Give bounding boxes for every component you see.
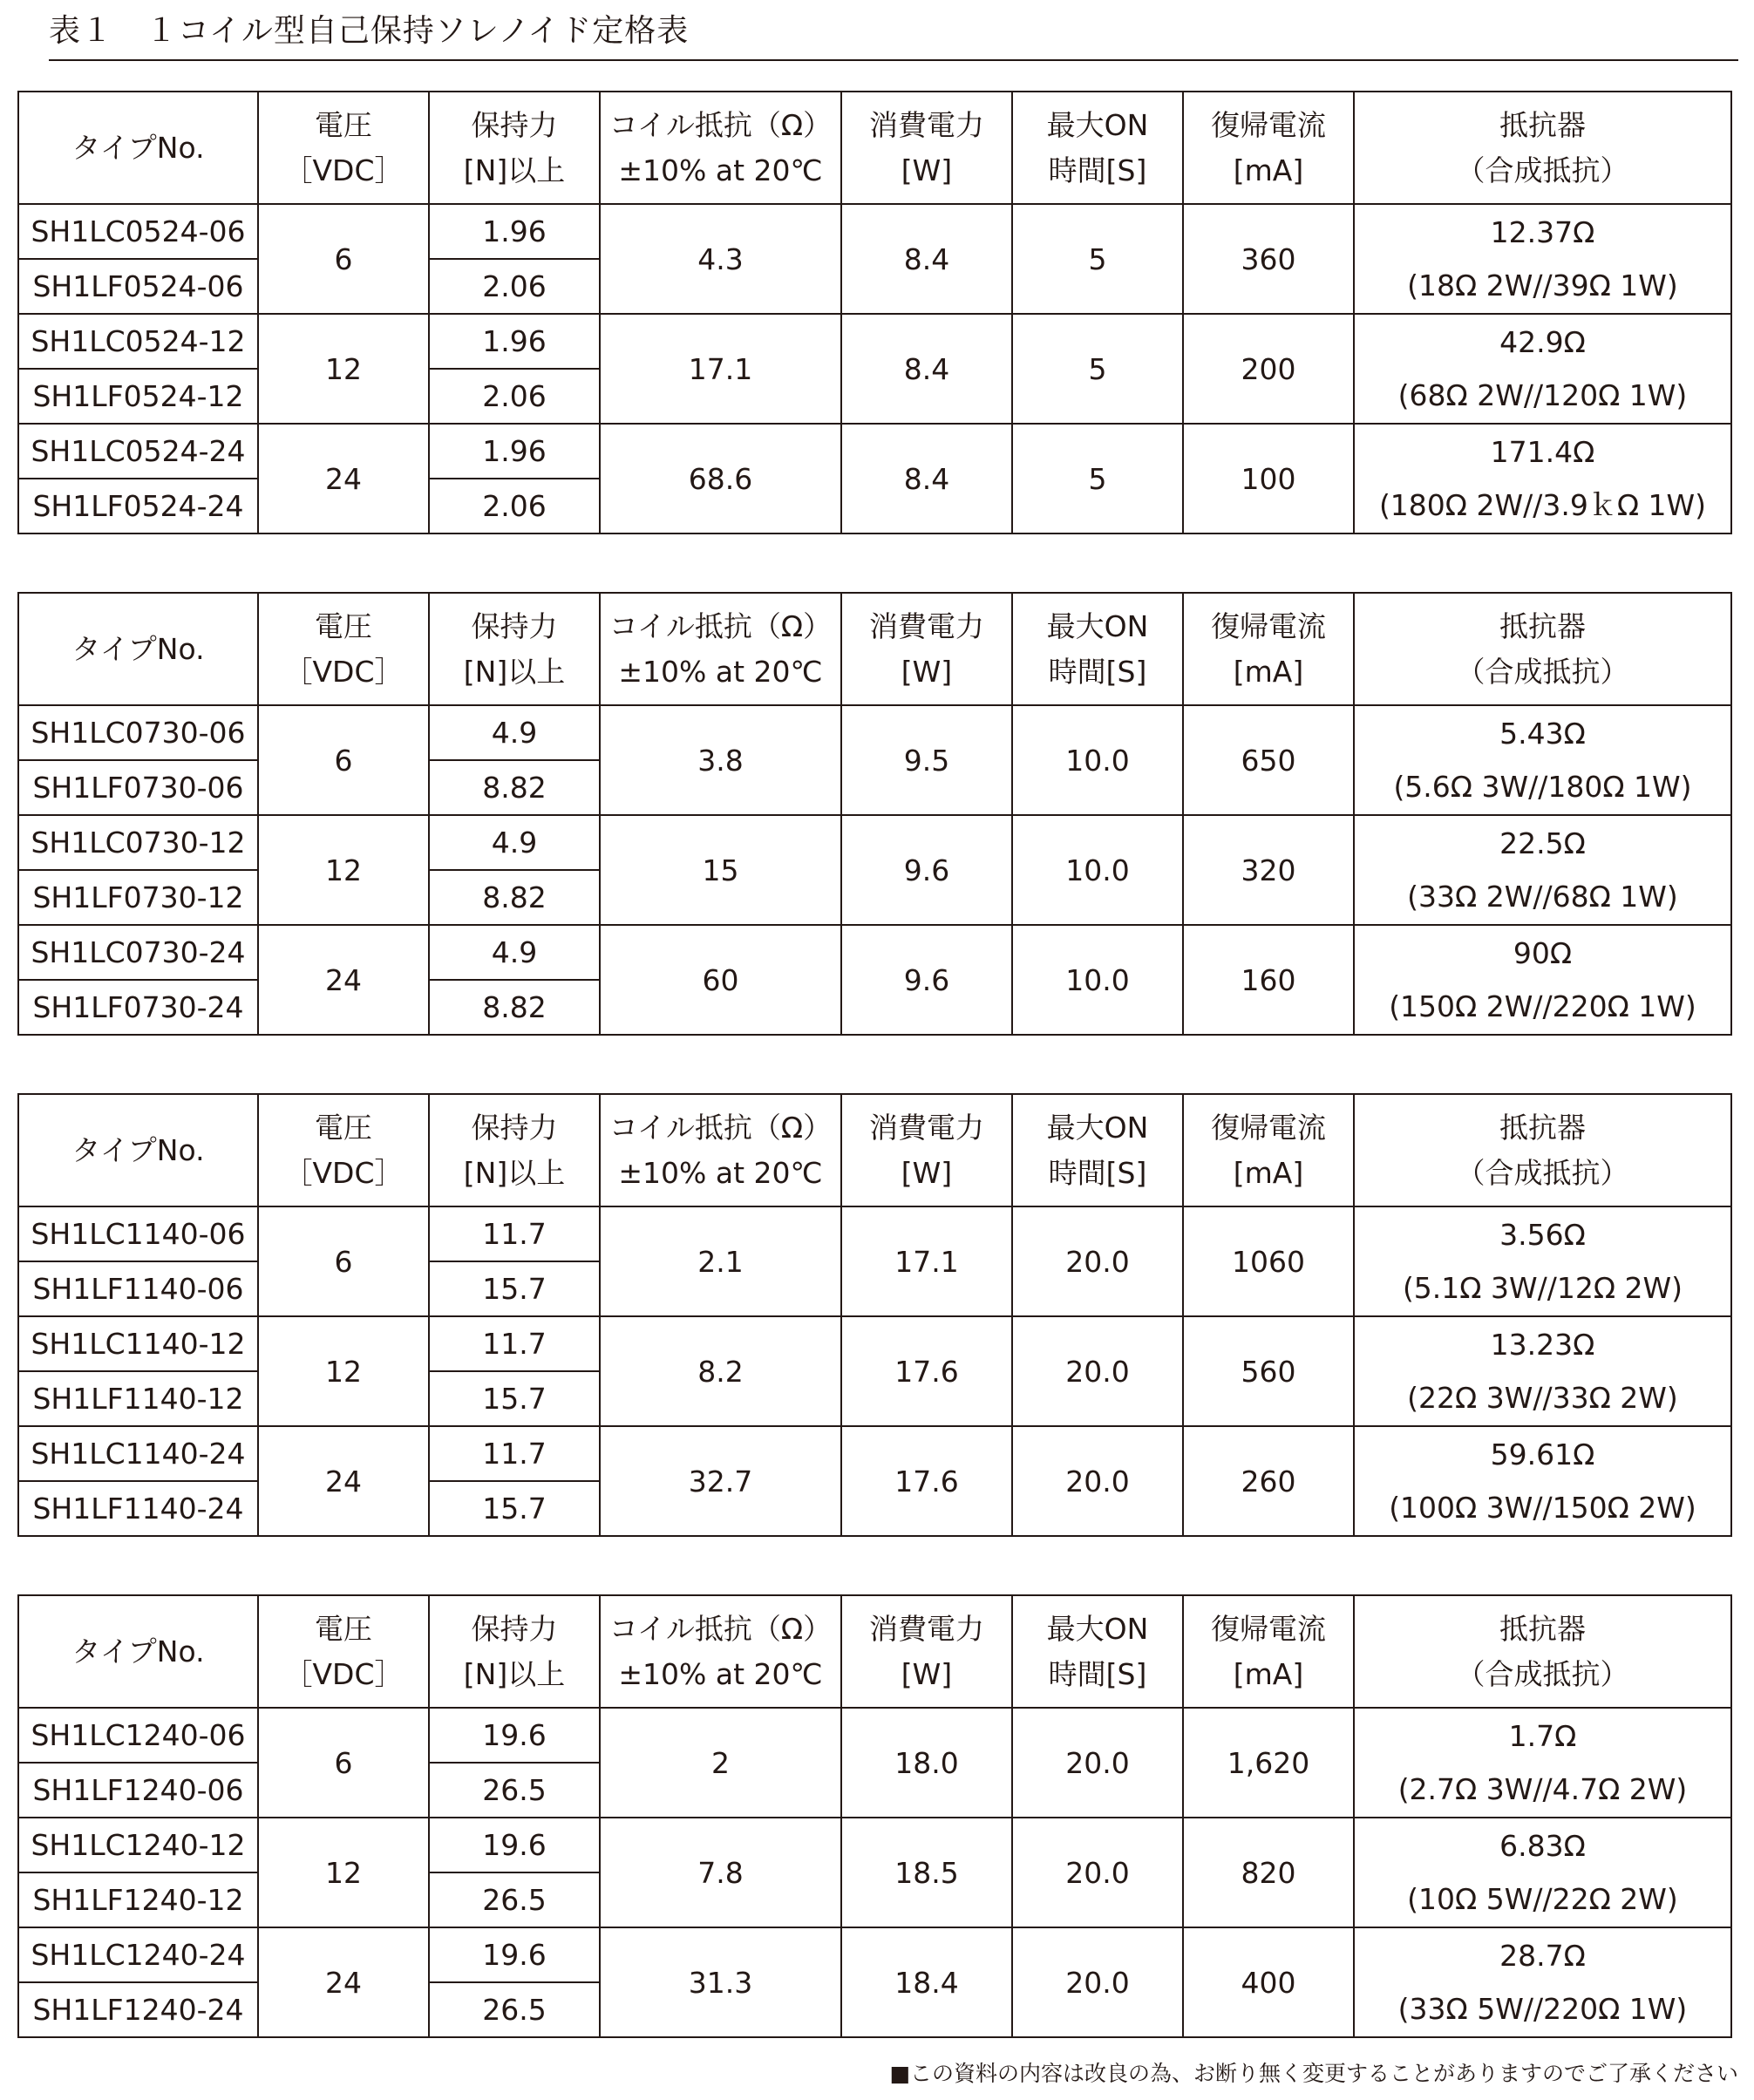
header-row [18, 593, 1731, 705]
table-row [18, 1316, 1731, 1371]
type-no-cell: SH1LC1240-24 [18, 1927, 258, 1982]
resistor-value-line: (100Ω 3W//150Ω 2W) [1389, 1491, 1696, 1525]
header-coil-resistance [600, 593, 841, 705]
resistor-value-line: 3.56Ω [1499, 1218, 1586, 1252]
holding-force-cell: 11.7 [429, 1316, 600, 1371]
header-voltage [258, 1094, 429, 1206]
header-power [841, 1595, 1012, 1708]
holding-force-cell: 1.96 [429, 314, 600, 369]
table-row [18, 925, 1731, 980]
holding-force-cell: 11.7 [429, 1426, 600, 1481]
type-no-cell: SH1LF0730-24 [18, 980, 258, 1035]
resistor-value-line: (18Ω 2W//39Ω 1W) [1407, 268, 1678, 302]
header-holding-force-line: 保持力 [471, 1110, 558, 1145]
header-coil-resistance [600, 92, 841, 204]
header-holding-force-line: 保持力 [471, 608, 558, 643]
power-cell: 18.4 [841, 1927, 1012, 2037]
header-coil-resistance-line: コイル抵抗（Ω） [608, 1611, 833, 1646]
table-row [18, 815, 1731, 870]
header-voltage-line: ［VDC］ [283, 1155, 404, 1190]
return-current-cell: 200 [1183, 314, 1354, 424]
holding-force-cell: 19.6 [429, 1818, 600, 1872]
max-on-time-cell: 5 [1012, 424, 1183, 533]
header-type: タイプNo. [18, 1094, 258, 1206]
header-return-current-line: [mA] [1233, 654, 1304, 689]
power-cell: 17.6 [841, 1426, 1012, 1536]
header-type: タイプNo. [18, 1595, 258, 1708]
return-current-cell: 560 [1183, 1316, 1354, 1426]
header-resistor-line: （合成抵抗） [1456, 153, 1629, 187]
resistor-value-line: (10Ω 5W//22Ω 2W) [1407, 1882, 1678, 1916]
type-no-cell: SH1LC1140-06 [18, 1206, 258, 1261]
holding-force-cell: 26.5 [429, 1763, 600, 1818]
resistor-value-line: 13.23Ω [1490, 1328, 1595, 1362]
voltage-cell: 6 [258, 1206, 429, 1316]
resistor-value-line: (5.1Ω 3W//12Ω 2W) [1402, 1271, 1683, 1305]
resistor-value-line: 90Ω [1513, 936, 1573, 970]
type-no-cell: SH1LC1140-12 [18, 1316, 258, 1371]
coil-resistance-cell: 32.7 [600, 1426, 841, 1536]
header-max-on-time [1012, 1595, 1183, 1708]
max-on-time-cell: 10.0 [1012, 815, 1183, 925]
resistor-cell [1354, 705, 1731, 815]
holding-force-cell: 15.7 [429, 1371, 600, 1426]
header-row [18, 1094, 1731, 1206]
header-return-current-line: [mA] [1233, 1155, 1304, 1190]
header-return-current [1183, 1595, 1354, 1708]
resistor-cell [1354, 1818, 1731, 1927]
max-on-time-cell: 20.0 [1012, 1316, 1183, 1426]
resistor-cell [1354, 1426, 1731, 1536]
power-cell: 18.0 [841, 1708, 1012, 1818]
header-max-on-time [1012, 1094, 1183, 1206]
coil-resistance-cell: 15 [600, 815, 841, 925]
header-holding-force-line: [N]以上 [463, 1656, 566, 1691]
header-voltage-line: 電圧 [315, 608, 372, 643]
resistor-cell [1354, 314, 1731, 424]
resistor-value-line: 22.5Ω [1499, 826, 1586, 860]
type-no-cell: SH1LF0730-12 [18, 870, 258, 925]
spec-table [17, 91, 1732, 534]
resistor-value-line: (2.7Ω 3W//4.7Ω 2W) [1397, 1772, 1688, 1806]
header-return-current [1183, 92, 1354, 204]
type-no-cell: SH1LC0730-12 [18, 815, 258, 870]
resistor-value-line: 59.61Ω [1490, 1437, 1595, 1471]
header-voltage-line: ［VDC］ [283, 1656, 404, 1691]
resistor-cell [1354, 1316, 1731, 1426]
power-cell: 9.5 [841, 705, 1012, 815]
header-return-current-line: 復帰電流 [1211, 1110, 1326, 1145]
max-on-time-cell: 20.0 [1012, 1708, 1183, 1818]
spec-table [17, 592, 1732, 1036]
header-voltage-line: 電圧 [315, 1611, 372, 1646]
voltage-cell: 6 [258, 204, 429, 314]
resistor-value-line: (33Ω 5W//220Ω 1W) [1397, 1992, 1688, 2026]
header-holding-force-line: 保持力 [471, 107, 558, 142]
return-current-cell: 1060 [1183, 1206, 1354, 1316]
resistor-cell [1354, 925, 1731, 1035]
power-cell: 17.1 [841, 1206, 1012, 1316]
return-current-cell: 400 [1183, 1927, 1354, 2037]
header-coil-resistance-line: コイル抵抗（Ω） [608, 107, 833, 142]
type-no-cell: SH1LC0524-24 [18, 424, 258, 479]
table-row [18, 1818, 1731, 1872]
coil-resistance-cell: 17.1 [600, 314, 841, 424]
header-resistor-line: 抵抗器 [1499, 608, 1586, 643]
return-current-cell: 100 [1183, 424, 1354, 533]
max-on-time-cell: 10.0 [1012, 705, 1183, 815]
resistor-cell [1354, 424, 1731, 533]
coil-resistance-cell: 68.6 [600, 424, 841, 533]
power-cell: 18.5 [841, 1818, 1012, 1927]
table-title: 表１ １コイル型自己保持ソレノイド定格表 [49, 13, 690, 49]
table-row [18, 1206, 1731, 1261]
return-current-cell: 1,620 [1183, 1708, 1354, 1818]
type-no-cell: SH1LF0524-12 [18, 369, 258, 424]
table-row [18, 314, 1731, 369]
resistor-value-line: 171.4Ω [1490, 435, 1595, 469]
coil-resistance-cell: 8.2 [600, 1316, 841, 1426]
resistor-cell [1354, 1927, 1731, 2037]
resistor-value-line: (5.6Ω 3W//180Ω 1W) [1393, 770, 1692, 804]
header-resistor-line: （合成抵抗） [1456, 1656, 1629, 1691]
coil-resistance-cell: 2 [600, 1708, 841, 1818]
header-max-on-time-line: 最大ON [1046, 1110, 1149, 1145]
header-return-current-line: 復帰電流 [1211, 1611, 1326, 1646]
header-coil-resistance [600, 1595, 841, 1708]
voltage-cell: 12 [258, 1818, 429, 1927]
holding-force-cell: 19.6 [429, 1708, 600, 1763]
holding-force-cell: 2.06 [429, 479, 600, 533]
holding-force-cell: 26.5 [429, 1872, 600, 1927]
header-power-line: 消費電力 [869, 1611, 984, 1646]
holding-force-cell: 11.7 [429, 1206, 600, 1261]
voltage-cell: 12 [258, 314, 429, 424]
header-coil-resistance-line: ±10% at 20℃ [618, 654, 823, 689]
header-voltage [258, 92, 429, 204]
power-cell: 8.4 [841, 204, 1012, 314]
header-return-current [1183, 593, 1354, 705]
type-no-cell: SH1LC0524-06 [18, 204, 258, 259]
return-current-cell: 820 [1183, 1818, 1354, 1927]
holding-force-cell: 8.82 [429, 870, 600, 925]
header-resistor-line: 抵抗器 [1499, 107, 1586, 142]
header-row [18, 92, 1731, 204]
coil-resistance-cell: 3.8 [600, 705, 841, 815]
power-cell: 8.4 [841, 424, 1012, 533]
header-voltage-line: 電圧 [315, 1110, 372, 1145]
header-voltage-line: ［VDC］ [283, 654, 404, 689]
header-coil-resistance-line: ±10% at 20℃ [618, 1155, 823, 1190]
type-no-cell: SH1LC0730-06 [18, 705, 258, 760]
coil-resistance-cell: 60 [600, 925, 841, 1035]
resistor-value-line: (150Ω 2W//220Ω 1W) [1389, 989, 1696, 1023]
header-power-line: 消費電力 [869, 608, 984, 643]
header-power-line: [W] [901, 153, 953, 187]
voltage-cell: 12 [258, 1316, 429, 1426]
holding-force-cell: 4.9 [429, 925, 600, 980]
header-max-on-time-line: 時間[S] [1048, 1656, 1147, 1691]
power-cell: 9.6 [841, 815, 1012, 925]
voltage-cell: 6 [258, 1708, 429, 1818]
resistor-value-line: 6.83Ω [1499, 1829, 1586, 1863]
holding-force-cell: 15.7 [429, 1261, 600, 1316]
header-coil-resistance-line: ±10% at 20℃ [618, 153, 823, 187]
header-return-current-line: [mA] [1233, 1656, 1304, 1691]
holding-force-cell: 19.6 [429, 1927, 600, 1982]
header-return-current [1183, 1094, 1354, 1206]
coil-resistance-cell: 31.3 [600, 1927, 841, 2037]
max-on-time-cell: 20.0 [1012, 1927, 1183, 2037]
holding-force-cell: 1.96 [429, 424, 600, 479]
header-max-on-time-line: 最大ON [1046, 608, 1149, 643]
header-holding-force-line: [N]以上 [463, 1155, 566, 1190]
header-holding-force [429, 92, 600, 204]
resistor-value-line: 1.7Ω [1508, 1719, 1577, 1753]
resistor-value-line: 12.37Ω [1490, 215, 1595, 249]
table-row [18, 1708, 1731, 1763]
header-holding-force [429, 1595, 600, 1708]
title-underline [49, 59, 1738, 61]
resistor-cell [1354, 815, 1731, 925]
return-current-cell: 320 [1183, 815, 1354, 925]
header-power-line: 消費電力 [869, 1110, 984, 1145]
header-power-line: 消費電力 [869, 107, 984, 142]
header-resistor-line: （合成抵抗） [1456, 654, 1629, 689]
type-no-cell: SH1LF1140-24 [18, 1481, 258, 1536]
resistor-value-line: 42.9Ω [1499, 325, 1586, 359]
max-on-time-cell: 5 [1012, 314, 1183, 424]
resistor-value-line: (180Ω 2W//3.9ｋΩ 1W) [1378, 488, 1707, 522]
type-no-cell: SH1LF0730-06 [18, 760, 258, 815]
header-power-line: [W] [901, 1155, 953, 1190]
holding-force-cell: 2.06 [429, 259, 600, 314]
header-max-on-time-line: 最大ON [1046, 1611, 1149, 1646]
header-resistor-line: （合成抵抗） [1456, 1155, 1629, 1190]
max-on-time-cell: 20.0 [1012, 1426, 1183, 1536]
header-type: タイプNo. [18, 593, 258, 705]
header-power [841, 92, 1012, 204]
resistor-value-line: 5.43Ω [1499, 717, 1586, 751]
type-no-cell: SH1LF1140-06 [18, 1261, 258, 1316]
type-no-cell: SH1LF1240-24 [18, 1982, 258, 2037]
header-holding-force [429, 593, 600, 705]
type-no-cell: SH1LF1240-12 [18, 1872, 258, 1927]
header-coil-resistance-line: コイル抵抗（Ω） [608, 1110, 833, 1145]
table-row [18, 424, 1731, 479]
header-max-on-time-line: 時間[S] [1048, 153, 1147, 187]
resistor-value-line: (22Ω 3W//33Ω 2W) [1407, 1381, 1678, 1415]
holding-force-cell: 4.9 [429, 705, 600, 760]
type-no-cell: SH1LF0524-06 [18, 259, 258, 314]
voltage-cell: 24 [258, 424, 429, 533]
header-resistor [1354, 593, 1731, 705]
header-row [18, 1595, 1731, 1708]
footnote: ■この資料の内容は改良の為、お断り無く変更することがありますのでご了承ください [889, 2061, 1738, 2086]
coil-resistance-cell: 7.8 [600, 1818, 841, 1927]
holding-force-cell: 4.9 [429, 815, 600, 870]
header-holding-force [429, 1094, 600, 1206]
header-resistor [1354, 1094, 1731, 1206]
voltage-cell: 6 [258, 705, 429, 815]
header-voltage-line: 電圧 [315, 107, 372, 142]
resistor-cell [1354, 204, 1731, 314]
coil-resistance-cell: 2.1 [600, 1206, 841, 1316]
type-no-cell: SH1LC1140-24 [18, 1426, 258, 1481]
type-no-cell: SH1LF0524-24 [18, 479, 258, 533]
table-row [18, 1426, 1731, 1481]
table-row [18, 705, 1731, 760]
resistor-cell [1354, 1206, 1731, 1316]
table-row [18, 1927, 1731, 1982]
power-cell: 8.4 [841, 314, 1012, 424]
header-holding-force-line: [N]以上 [463, 153, 566, 187]
type-no-cell: SH1LF1240-06 [18, 1763, 258, 1818]
header-max-on-time [1012, 92, 1183, 204]
header-resistor [1354, 92, 1731, 204]
header-max-on-time-line: 最大ON [1046, 107, 1149, 142]
power-cell: 17.6 [841, 1316, 1012, 1426]
return-current-cell: 160 [1183, 925, 1354, 1035]
header-power-line: [W] [901, 654, 953, 689]
header-holding-force-line: [N]以上 [463, 654, 566, 689]
header-voltage [258, 593, 429, 705]
header-type: タイプNo. [18, 92, 258, 204]
header-voltage-line: ［VDC］ [283, 153, 404, 187]
header-return-current-line: 復帰電流 [1211, 107, 1326, 142]
power-cell: 9.6 [841, 925, 1012, 1035]
max-on-time-cell: 20.0 [1012, 1818, 1183, 1927]
header-voltage [258, 1595, 429, 1708]
header-return-current-line: 復帰電流 [1211, 608, 1326, 643]
voltage-cell: 12 [258, 815, 429, 925]
holding-force-cell: 2.06 [429, 369, 600, 424]
header-max-on-time-line: 時間[S] [1048, 1155, 1147, 1190]
type-no-cell: SH1LC1240-12 [18, 1818, 258, 1872]
header-resistor-line: 抵抗器 [1499, 1110, 1586, 1145]
type-no-cell: SH1LC1240-06 [18, 1708, 258, 1763]
holding-force-cell: 1.96 [429, 204, 600, 259]
resistor-value-line: (33Ω 2W//68Ω 1W) [1407, 880, 1678, 914]
holding-force-cell: 15.7 [429, 1481, 600, 1536]
header-coil-resistance [600, 1094, 841, 1206]
voltage-cell: 24 [258, 1927, 429, 2037]
header-coil-resistance-line: コイル抵抗（Ω） [608, 608, 833, 643]
resistor-cell [1354, 1708, 1731, 1818]
table-row [18, 204, 1731, 259]
header-return-current-line: [mA] [1233, 153, 1304, 187]
header-power-line: [W] [901, 1656, 953, 1691]
voltage-cell: 24 [258, 1426, 429, 1536]
header-power [841, 593, 1012, 705]
max-on-time-cell: 5 [1012, 204, 1183, 314]
holding-force-cell: 8.82 [429, 760, 600, 815]
header-power [841, 1094, 1012, 1206]
header-max-on-time [1012, 593, 1183, 705]
return-current-cell: 650 [1183, 705, 1354, 815]
type-no-cell: SH1LC0730-24 [18, 925, 258, 980]
return-current-cell: 260 [1183, 1426, 1354, 1536]
resistor-value-line: 28.7Ω [1499, 1939, 1586, 1973]
return-current-cell: 360 [1183, 204, 1354, 314]
type-no-cell: SH1LF1140-12 [18, 1371, 258, 1426]
header-resistor [1354, 1595, 1731, 1708]
max-on-time-cell: 10.0 [1012, 925, 1183, 1035]
spec-table [17, 1594, 1732, 2038]
holding-force-cell: 26.5 [429, 1982, 600, 2037]
voltage-cell: 24 [258, 925, 429, 1035]
header-holding-force-line: 保持力 [471, 1611, 558, 1646]
max-on-time-cell: 20.0 [1012, 1206, 1183, 1316]
spec-table [17, 1093, 1732, 1537]
coil-resistance-cell: 4.3 [600, 204, 841, 314]
header-resistor-line: 抵抗器 [1499, 1611, 1586, 1646]
header-max-on-time-line: 時間[S] [1048, 654, 1147, 689]
resistor-value-line: (68Ω 2W//120Ω 1W) [1397, 378, 1688, 412]
type-no-cell: SH1LC0524-12 [18, 314, 258, 369]
header-coil-resistance-line: ±10% at 20℃ [618, 1656, 823, 1691]
holding-force-cell: 8.82 [429, 980, 600, 1035]
